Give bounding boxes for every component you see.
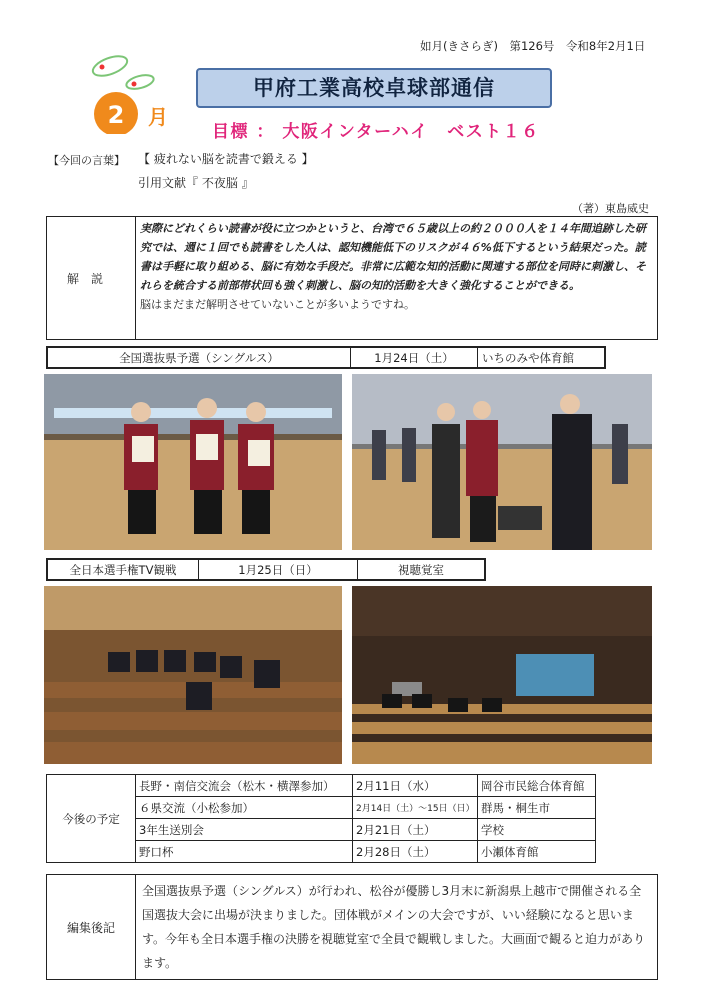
schedule-date: 2月14日（土）～15日（日） [353, 797, 478, 819]
month-logo [76, 48, 186, 134]
event-row-1 [46, 346, 606, 369]
team-goal: 目標 ： 大阪インターハイ ベスト１６ [212, 122, 540, 142]
quote-label: 【今回の言葉】 [48, 154, 125, 167]
schedule-name: ６県交流（小松参加） [136, 797, 353, 819]
event-2-date: 1月25日（日） [199, 559, 358, 580]
explanation-note: 脳はまだまだ解明させていないことが多いようですね。 [140, 298, 415, 311]
explanation-text: 実際にどれくらい読書が役に立つかというと、台湾で６５歳以上の約２０００人を１４年間追跡した研究では、週に１回でも読書をした人は、認知機能低下のリスクが４６%低下するという結果だった。読書は手軽に取り組める、脳に有効な手段だ。非常に広範な知的活動に関連する部位を同時に刺激し、それらを統合する前部帯状回も強く刺激し、脳の知的活動を大きく強化することができる。 [140, 222, 646, 292]
svg-text:月: 月 [148, 105, 168, 129]
event-1-venue: いちのみや体育館 [478, 347, 606, 368]
schedule-venue: 群馬・桐生市 [478, 797, 596, 819]
photo-tv-viewing-2 [352, 586, 652, 764]
quote-author: （著）東島威史 [572, 202, 649, 215]
explanation-box [46, 216, 658, 340]
newsletter-title: 甲府工業高校卓球部通信 [253, 76, 495, 100]
schedule-venue: 学校 [478, 819, 596, 841]
event-1-date: 1月24日（土） [351, 347, 478, 368]
photo-winners [44, 374, 342, 550]
schedule-venue: 小瀬体育館 [478, 841, 596, 863]
quote-title: 【 疲れない脳を読書で鍛える 】 [138, 152, 314, 166]
quote-reference: 引用文献『 不夜脳 』 [138, 176, 254, 190]
postscript-box [46, 874, 658, 980]
schedule-venue: 岡谷市民総合体育館 [478, 775, 596, 797]
schedule-name: 3年生送別会 [136, 819, 353, 841]
event-2-name: 全日本選手権TV観戦 [47, 559, 199, 580]
explanation-body [136, 217, 658, 340]
svg-text:2: 2 [107, 101, 125, 129]
newsletter-title-banner [196, 68, 552, 108]
explanation-label: 解説 [47, 217, 136, 340]
schedule-name: 野口杯 [136, 841, 353, 863]
schedule-name: 長野・南信交流会（松木・横澤参加） [136, 775, 353, 797]
postscript-text: 全国選抜県予選（シングルス）が行われ、松谷が優勝し3月末に新潟県上越市で開催される全国選抜大会に出場が決まりました。団体戦がメインの大会ですが、いい経験になると思います。今年も全日本選手権の決勝を視聴覚室で全員で観戦しました。大画面で観ると迫力があります。 [136, 875, 658, 980]
event-1-name: 全国選抜県予選（シングルス） [47, 347, 351, 368]
schedule-date: 2月28日（土） [353, 841, 478, 863]
schedule-label: 今後の予定 [47, 775, 136, 863]
photo-award-ceremony [352, 374, 652, 550]
schedule-table [46, 774, 596, 863]
event-row-2 [46, 558, 486, 581]
issue-info: 如月(きさらぎ) 第126号 令和8年2月1日 [420, 39, 646, 53]
postscript-label: 編集後記 [47, 875, 136, 980]
photo-tv-viewing-1 [44, 586, 342, 764]
schedule-date: 2月11日（水） [353, 775, 478, 797]
schedule-date: 2月21日（土） [353, 819, 478, 841]
event-2-venue: 視聴覚室 [358, 559, 486, 580]
